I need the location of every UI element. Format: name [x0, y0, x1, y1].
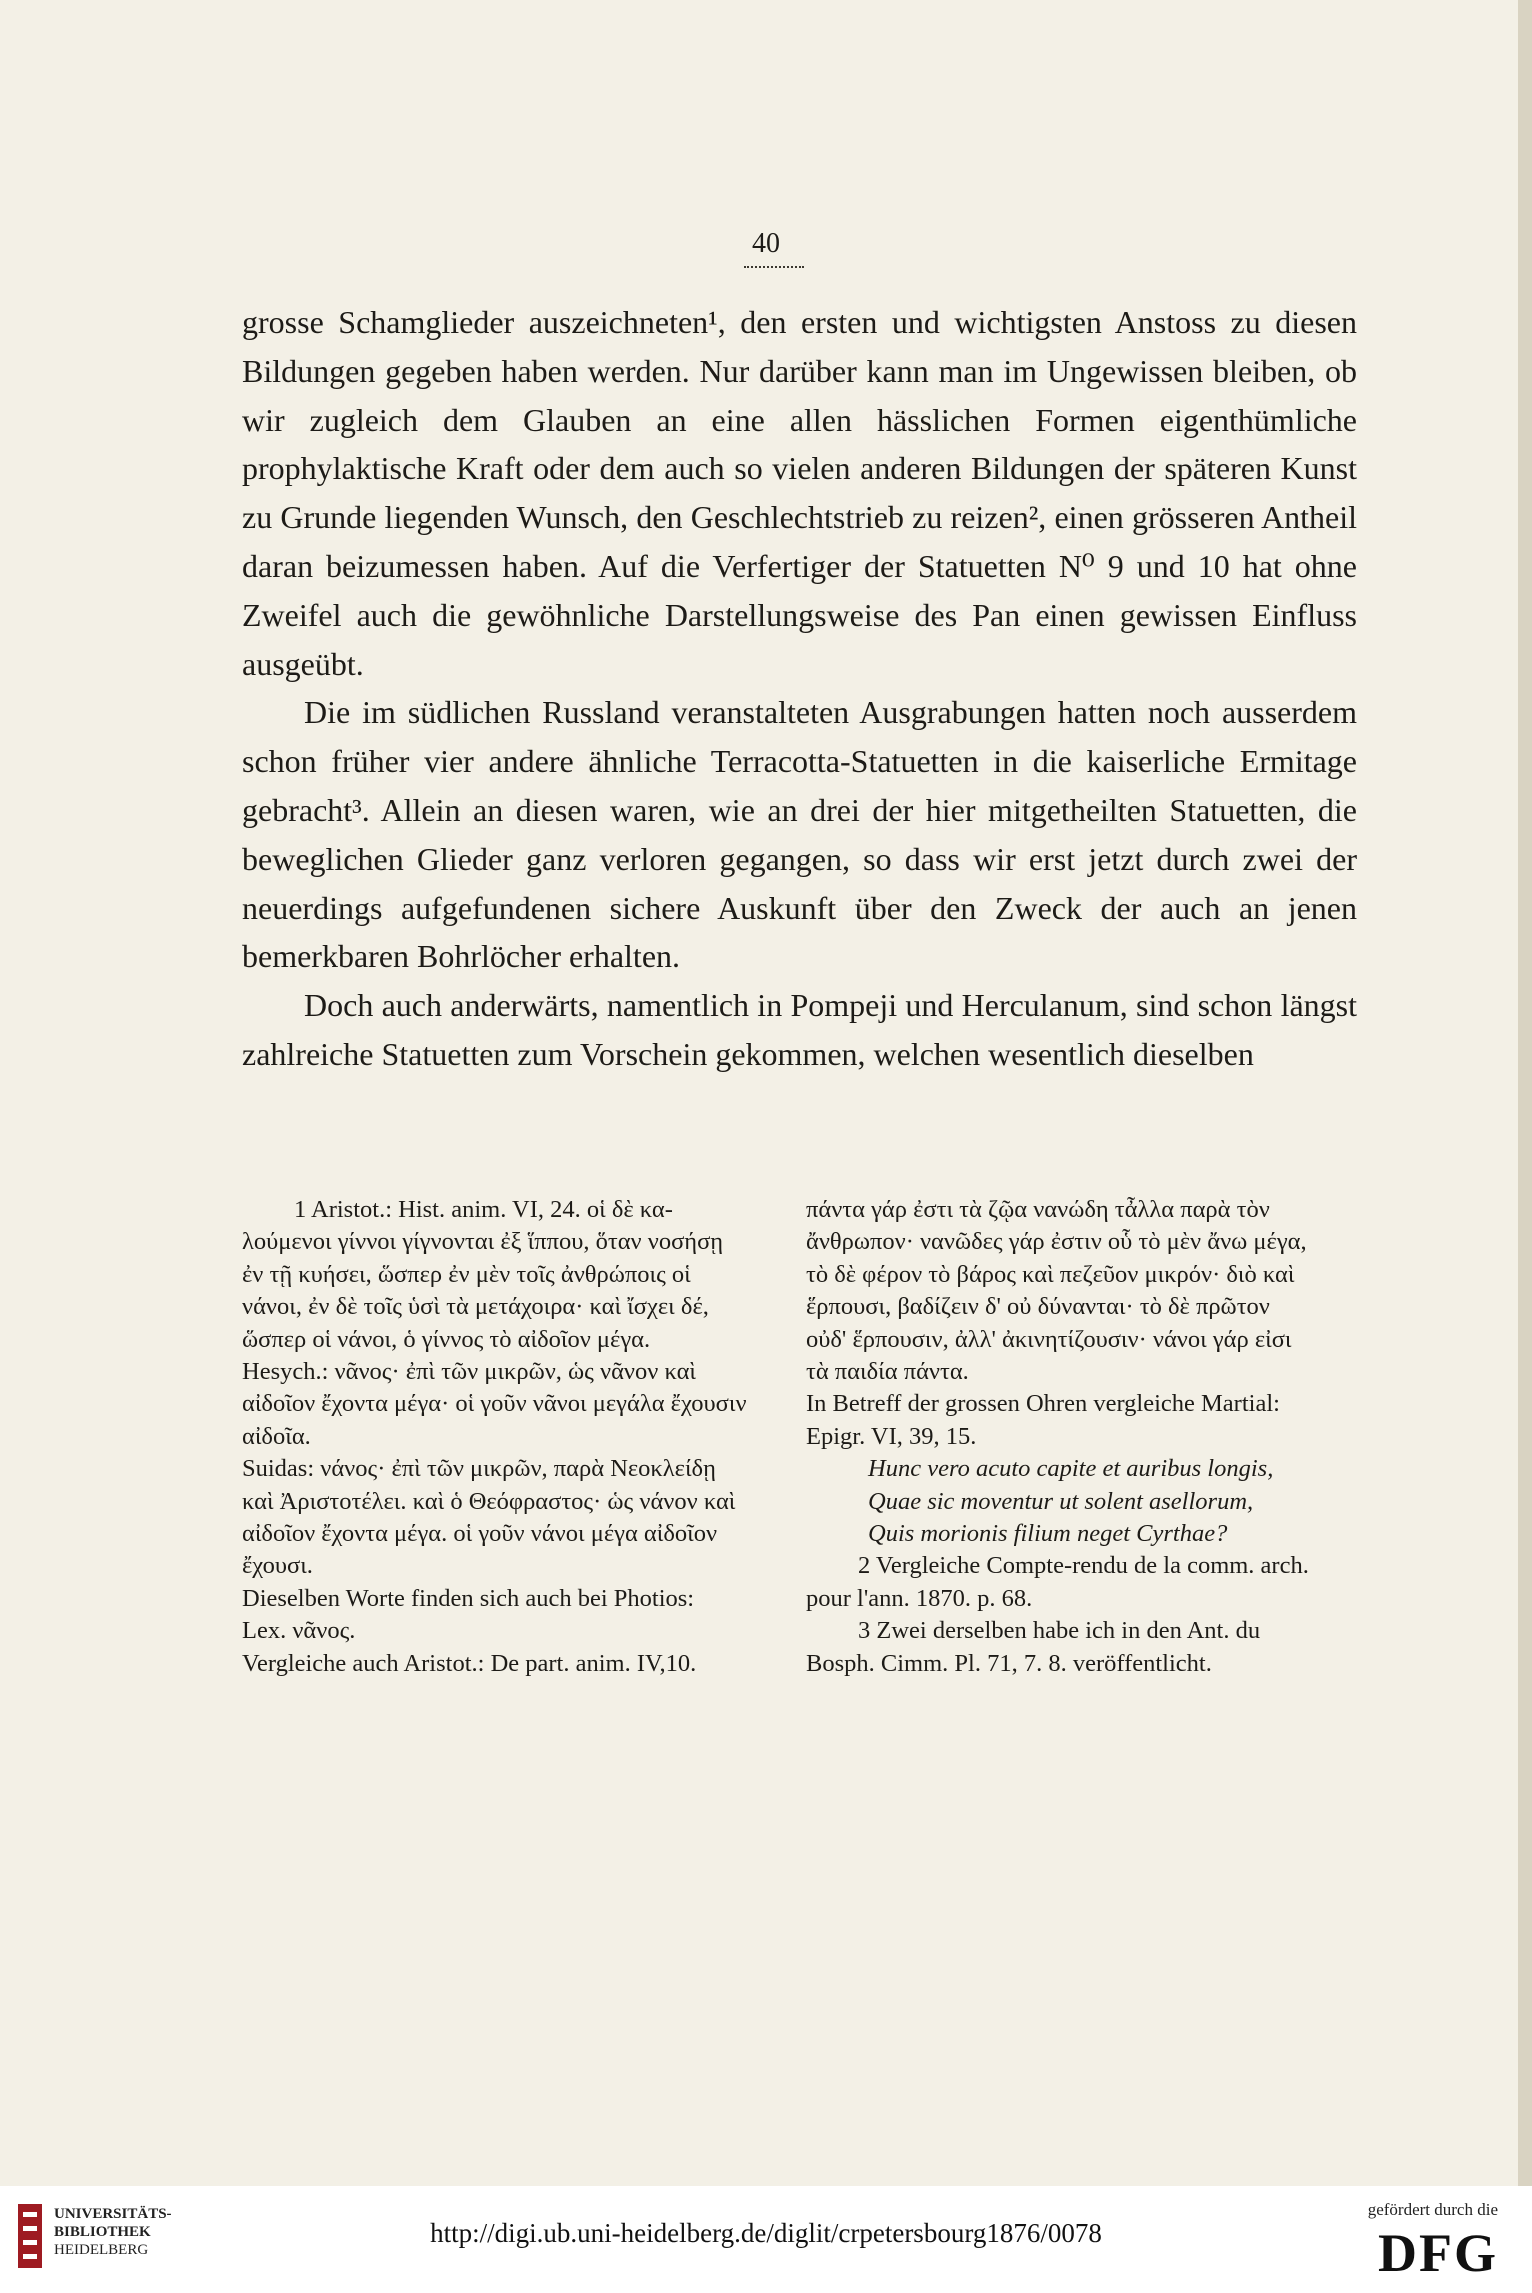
footnote-line: Suidas: νάνος· ἐπὶ τῶν μικρῶν, παρὰ Νεοκλείδῃ — [242, 1455, 716, 1483]
footnotes-left-column — [242, 1194, 790, 1680]
page-edge-shadow — [1518, 0, 1532, 2293]
footnote-line: ὥσπερ οἱ νάνοι, ὁ γίννος τὸ αἰδοῖον μέγα. — [242, 1325, 651, 1353]
footnote-line: ἕρπουσι, βαδίζειν δ' οὐ δύνανται· τὸ δὲ πρῶτον — [806, 1293, 1270, 1321]
footnote-line: τὸ δὲ φέρον τὸ βάρος καὶ πεζεῦον μικρόν· διὸ καὶ — [806, 1260, 1295, 1288]
footnote-line: 3 Zwei derselben habe ich in den Ant. du — [858, 1617, 1261, 1645]
footnote-line: αἰδοῖον ἔχοντα μέγα. οἱ γοῦν νάνοι μέγα αἰδοῖον — [242, 1520, 718, 1548]
logo-line-3: HEIDELBERG — [54, 2242, 149, 2258]
funder-note: gefördert durch die — [1367, 2200, 1498, 2219]
footnote-line: αἰδοῖον ἔχοντα μέγα· οἱ γοῦν νᾶνοι μεγάλα ἔχουσιν — [242, 1390, 747, 1418]
footnote-line: pour l'ann. 1870. p. 68. — [806, 1584, 1033, 1612]
footnote-line: Bosph. Cimm. Pl. 71, 7. 8. veröffentlicht. — [806, 1649, 1212, 1677]
footnote-line: ἔχουσι. — [242, 1552, 313, 1580]
quote-line: Hunc vero acuto capite et auribus longis, — [868, 1455, 1274, 1483]
page-number: 40 — [752, 228, 780, 259]
footnote-line: 1 Aristot.: Hist. anim. VI, 24. οἱ δὲ κα- — [294, 1196, 673, 1223]
logo-line-2: BIBLIOTHEK — [54, 2224, 151, 2240]
page-number-ornament — [744, 266, 804, 268]
paragraph-2: Die im südlichen Russland veranstalteten Ausgrabungen hatten noch ausserdem schon früher vier andere ähnliche Terracotta-Statuetten in die kaiserliche Ermitage gebracht³. Allein an diesen waren, wie an drei der hier mitgetheilten Statuetten, die beweglichen Glieder ganz verloren gegangen, so dass wir erst jetzt durch zwei der neuerdings aufgefundenen sichere Auskunft über den Zweck der auch an jenen bemerkbaren Bohrlöcher erhalten. — [242, 694, 1357, 975]
footnotes-right-column — [806, 1194, 1357, 1680]
footnote-line: Epigr. VI, 39, 15. — [806, 1422, 977, 1450]
main-text — [242, 298, 1357, 1079]
footnote-line: πάντα γάρ ἐστι τὰ ζῷα νανώδη τἆλλα παρὰ τὸν — [806, 1196, 1270, 1223]
footnote-line: ἐν τῇ κυήσει, ὥσπερ ἐν μὲν τοῖς ἀνθρώποις οἱ — [242, 1260, 691, 1288]
paragraph-1: grosse Schamglieder auszeichneten¹, den ersten und wichtigsten Anstoss zu diesen Bildungen gegeben haben werden. Nur darüber kann man im Ungewissen bleiben, ob wir zugleich dem Glauben an eine allen hässlichen Formen eigenthümliche prophylaktische Kraft oder dem auch so vielen anderen Bildungen der späteren Kunst zu Grunde liegenden Wunsch, den Geschlechtstrieb zu reizen², einen grösseren Antheil daran beizumessen haben. Auf die Verfertiger der Statuetten N⁰ 9 und 10 hat ohne Zweifel auch die gewöhnliche Darstellungsweise des Pan einen gewissen Einfluss ausgeübt. — [242, 304, 1357, 682]
permalink-url[interactable]: http://digi.ub.uni-heidelberg.de/diglit/crpetersbourg1876/0078 — [430, 2218, 1102, 2248]
footnote-line: Dieselben Worte finden sich auch bei Photios: — [242, 1584, 695, 1612]
footnote-line: νάνοι, ἐν δὲ τοῖς ὑσὶ τὰ μετάχοιρα· καὶ ἴσχει δέ, — [242, 1293, 709, 1321]
quote-line: Quis morionis filium neget Cyrthae? — [868, 1520, 1228, 1548]
footnote-line: Hesych.: νᾶνος· ἐπὶ τῶν μικρῶν, ὡς νᾶνον καὶ — [242, 1358, 697, 1386]
dfg-logo: DFG — [1378, 2223, 1498, 2283]
paragraph-3: Doch auch anderwärts, namentlich in Pompeji und Herculanum, sind schon längst zahlreiche Statuetten zum Vorschein gekommen, welchen wesentlich dieselben — [242, 987, 1357, 1072]
quote-line: Quae sic moventur ut solent asellorum, — [868, 1487, 1254, 1515]
logo-line-1: UNIVERSITÄTS- — [54, 2206, 172, 2222]
footnote-line: οὐδ' ἕρπουσιν, ἀλλ' ἀκινητίζουσιν· νάνοι γάρ εἰσι — [806, 1325, 1292, 1353]
footnote-line: Vergleiche auch Aristot.: De part. anim. IV,10. — [242, 1649, 697, 1677]
footnote-line: καὶ Ἀριστοτέλει. καὶ ὁ Θεόφραστος· ὡς νάνον καὶ — [242, 1487, 736, 1515]
footnote-line: 2 Vergleiche Compte-rendu de la comm. arch. — [858, 1552, 1309, 1580]
footnote-line: Lex. νᾶνος. — [242, 1617, 356, 1645]
footnote-line: λούμενοι γίννοι γίγνονται ἐξ ἵππου, ὅταν νοσήσῃ — [242, 1228, 724, 1256]
footnote-line: In Betreff der grossen Ohren vergleiche Martial: — [806, 1390, 1280, 1418]
footnote-line: αἰδοῖα. — [242, 1422, 311, 1450]
footnote-line: τὰ παιδία πάντα. — [806, 1358, 969, 1386]
footnote-line: ἄνθρωπον· νανῶδες γάρ ἐστιν οὗ τὸ μὲν ἄνω μέγα, — [806, 1228, 1307, 1256]
